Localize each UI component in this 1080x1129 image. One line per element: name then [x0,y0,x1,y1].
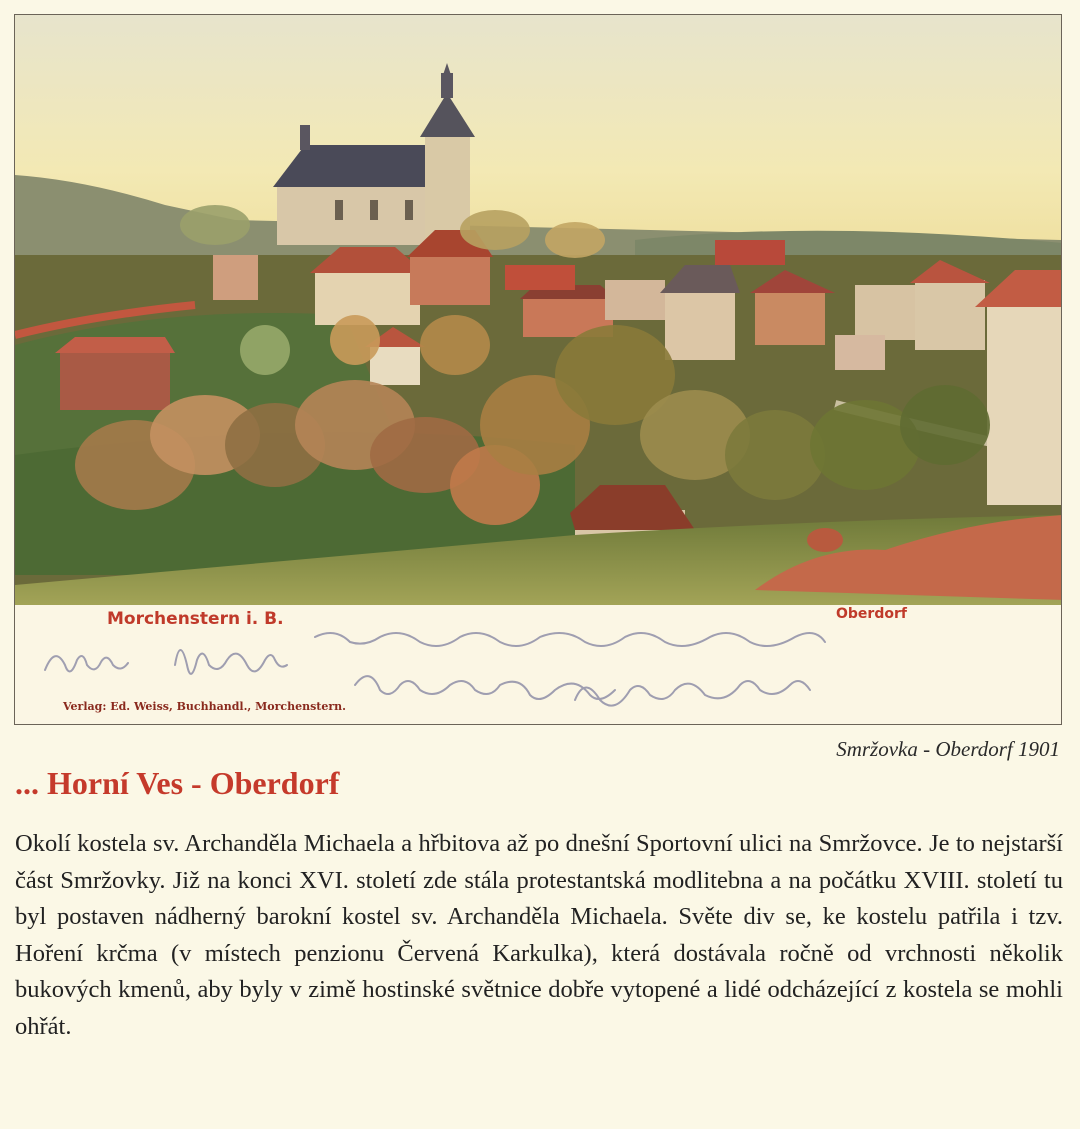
image-caption: Smržovka - Oberdorf 1901 [836,737,1060,761]
body-paragraph: Okolí kostela sv. Archanděla Michaela a hřbitova až po dnešní Sportovní ulici na Smržovce. Je to nejstarší část Smržovky. Již na konci XVI. století zde stála protestantská modlitebna a na počátku XVIII. století tu byl postaven nádherný barokní kostel sv. Archanděla Michaela. Světe div se, ke kostelu patřila i tzv. Hoření krčma (v místech penzionu Červená Karkulka), která dostávala ročně od vrchnosti několik bukových kmenů, aby byly v zimě hostinské světnice dobře vytopené a lidé odcházející z kostela se mohli ohřát. [15,830,1063,1040]
postcard-place-left: Morchenstern i. B. [107,609,284,629]
vintage-postcard [14,14,1062,725]
section-heading: ... Horní Ves - Oberdorf [15,765,340,801]
postcard-place-right: Oberdorf [836,606,907,622]
postcard-publisher: Verlag: Ed. Weiss, Buchhandl., Morchenstern. [63,700,346,713]
